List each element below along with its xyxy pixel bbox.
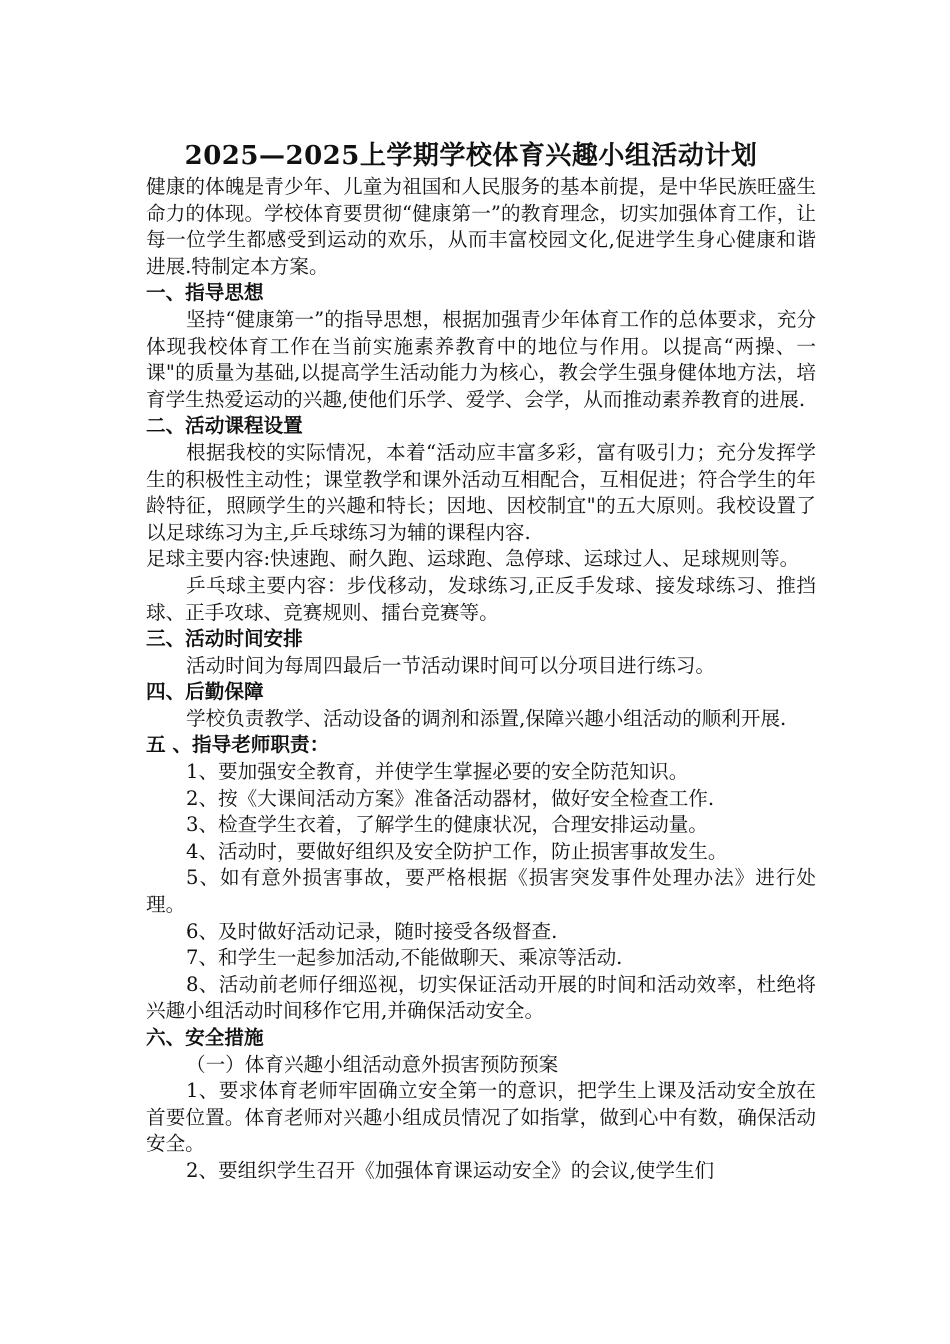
- document-page: [146, 138, 816, 1185]
- list-item: 1、要加强安全教育，并使学生掌握必要的安全防范知识。: [186, 760, 689, 784]
- list-item: 4、活动时，要做好组织及安全防护工作，防止损害事故发生。: [186, 839, 728, 863]
- paragraph: 根据我校的实际情况，本着“活动应丰富多彩，富有吸引力；充分发挥学生的积极性主动性；课堂教学和课外活动互相配合，互相促进；符合学生的年龄特征，照顾学生的兴趣和特长；因地、因校制宜"的五大原则。我校设置了以足球练习为主,乒乓球练习为辅的课程内容.: [146, 440, 816, 544]
- section-heading-guiding-ideology: 一、指导思想: [146, 281, 264, 305]
- section-heading-logistics: 四、后勤保障: [146, 680, 264, 704]
- list-item: 3、检查学生衣着，了解学生的健康状况，合理安排运动量。: [186, 813, 708, 837]
- section-heading-teacher-duties: 五 、指导老师职责：: [146, 733, 330, 757]
- section-heading-course-setup: 二、活动课程设置: [146, 414, 303, 438]
- paragraph: 足球主要内容:快速跑、耐久跑、运球跑、急停球、运球过人、足球规则等。: [146, 547, 800, 571]
- list-item: 7、和学生一起参加活动,不能做聊天、乘凉等活动.: [186, 946, 623, 970]
- paragraph: 学校负责教学、活动设备的调剂和添置,保障兴趣小组活动的顺利开展.: [186, 706, 787, 730]
- subsection-heading: （一）体育兴趣小组活动意外损害预防预案: [186, 1052, 559, 1076]
- list-item: 8、活动前老师仔细巡视，切实保证活动开展的时间和活动效率，杜绝将兴趣小组活动时间移作它用,并确保活动安全。: [146, 972, 816, 1023]
- intro-paragraph: 健康的体魄是青少年、儿童为祖国和人民服务的基本前提，是中华民族旺盛生命力的体现。学校体育要贯彻“健康第一”的教育理念，切实加强体育工作，让每一位学生都感受到运动的欢乐，从而丰富校园文化,促进学生身心健康和谐进展.特制定本方案。: [146, 175, 816, 278]
- document-title: 2025—2025上学期学校体育兴趣小组活动计划: [184, 141, 758, 171]
- paragraph: 2、要组织学生召开《加强体育课运动安全》的会议,使学生们: [186, 1158, 715, 1182]
- paragraph: 坚持“健康第一”的指导思想，根据加强青少年体育工作的总体要求，充分体现我校体育工作在当前实施素养教育中的地位与作用。以提高“两操、一课"的质量为基础,以提高学生活动能力为核心，教会学生强身健体地方法，培育学生热爱运动的兴趣,使他们乐学、爱学、会学，从而推动素养教育的进展.: [146, 307, 816, 411]
- section-heading-safety: 六、安全措施: [146, 1026, 264, 1049]
- list-item: 6、及时做好活动记录，随时接受各级督查.: [186, 919, 558, 943]
- list-item: 2、按《大课间活动方案》准备活动器材，做好安全检查工作.: [186, 786, 715, 810]
- paragraph: 活动时间为每周四最后一节活动课时间可以分项目进行练习。: [186, 653, 716, 677]
- list-item: 5、如有意外损害事故，要严格根据《损害突发事件处理办法》进行处理。: [146, 866, 816, 917]
- paragraph: 1、要求体育老师牢固确立安全第一的意识，把学生上课及活动安全放在首要位置。体育老师对兴趣小组成员情况了如指掌，做到心中有数，确保活动安全。: [146, 1079, 816, 1156]
- paragraph: 乒乓球主要内容：步伐移动，发球练习,正反手发球、接发球练习、推挡球、正手攻球、竞赛规则、擂台竞赛等。: [146, 573, 816, 624]
- section-heading-schedule: 三、活动时间安排: [146, 627, 303, 651]
